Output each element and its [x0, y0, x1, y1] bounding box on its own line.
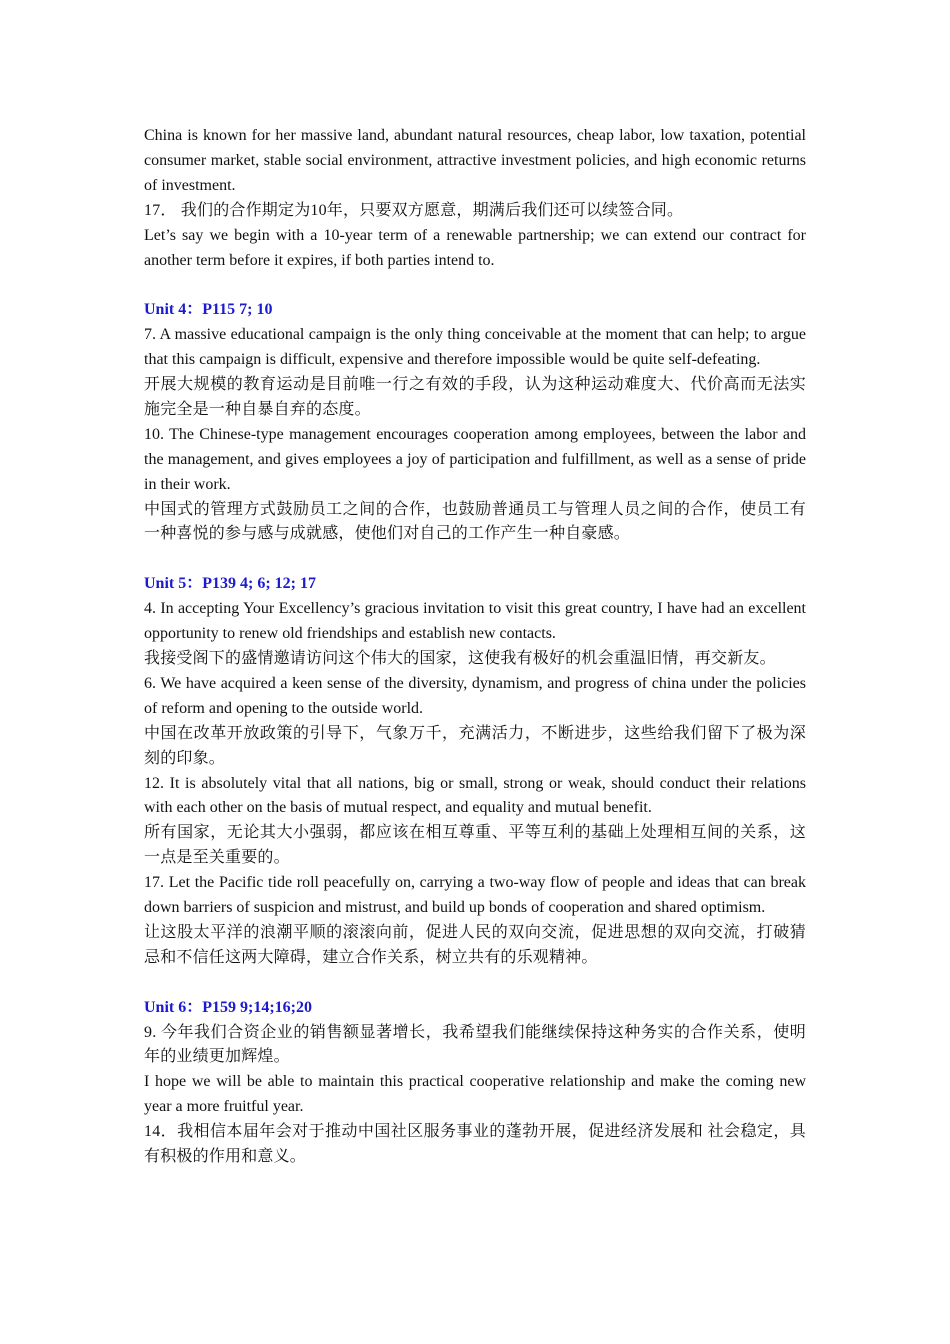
document-page — [144, 124, 806, 1170]
paragraph-u5-17-en: 17. Let the Pacific tide roll peacefully on, carrying a two-way flow of people and ideas that can break down barriers of suspicion and mistrust, and build up bonds of cooperation and shared optimism. — [144, 874, 806, 917]
paragraph-u4-7-en: 7. A massive educational campaign is the only thing conceivable at the moment that can help; to argue that this campaign is difficult, expensive and therefore impossible would be quite self-defeating. — [144, 326, 806, 369]
paragraph-u5-12-en: 12. It is absolutely vital that all nations, big or small, strong or weak, should conduct their relations with each other on the basis of mutual respect, and equality and mutual benefit. — [144, 774, 806, 817]
paragraph-u6-9-en: I hope we will be able to maintain this practical cooperative relationship and make the coming new year a more fruitful year. — [144, 1073, 806, 1116]
paragraph-u5-12-zh: 所有国家，无论其大小强弱，都应该在相互尊重、平等互利的基础上处理相互间的关系，这一点是至关重要的。 — [144, 824, 806, 867]
paragraph-17-en: Let’s say we begin with a 10-year term of a renewable partnership; we can extend our contract for another term before it expires, if both parties intend to. — [144, 226, 806, 269]
spacer — [144, 547, 806, 572]
paragraph-u5-6-en: 6. We have acquired a keen sense of the diversity, dynamism, and progress of china under the policies of reform and opening to the outside world. — [144, 674, 806, 717]
paragraph-u5-6-zh: 中国在改革开放政策的引导下，气象万千，充满活力，不断进步，这些给我们留下了极为深刻的印象。 — [144, 724, 806, 767]
spacer — [144, 273, 806, 298]
paragraph-u5-17-zh: 让这股太平洋的浪潮平顺的滚滚向前，促进人民的双向交流，促进思想的双向交流，打破猜忌和不信任这两大障碍，建立合作关系，树立共有的乐观精神。 — [144, 923, 806, 966]
paragraph-u4-10-en: 10. The Chinese-type management encourages cooperation among employees, between the labor and the management, and gives employees a joy of participation and fulfillment, as well as a sense of pride in their work. — [144, 425, 806, 493]
paragraph-u6-9-zh: 9. 今年我们合资企业的销售额显著增长，我希望我们能继续保持这种务实的合作关系，使明年的业绩更加辉煌。 — [144, 1023, 806, 1066]
unit-6-heading: Unit 6：P159 9;14;16;20 — [144, 998, 312, 1016]
paragraph-u4-10-zh: 中国式的管理方式鼓励员工之间的合作，也鼓励普通员工与管理人员之间的合作，使员工有一种喜悦的参与感与成就感，使他们对自己的工作产生一种自豪感。 — [144, 500, 806, 543]
unit-4-heading: Unit 4：P115 7; 10 — [144, 301, 273, 319]
paragraph-17-zh: 17． 我们的合作期定为10年，只要双方愿意，期满后我们还可以续签合同。 — [144, 201, 684, 219]
paragraph-u6-14-zh: 14．我相信本届年会对于推动中国社区服务事业的蓬勃开展，促进经济发展和 社会稳定，具有积极的作用和意义。 — [144, 1123, 806, 1166]
paragraph-u5-4-zh: 我接受阁下的盛情邀请访问这个伟大的国家，这使我有极好的机会重温旧情，再交新友。 — [144, 650, 776, 667]
paragraph-u4-7-zh: 开展大规模的教育运动是目前唯一行之有效的手段，认为这种运动难度大、代价高而无法实施完全是一种自暴自弃的态度。 — [144, 376, 806, 418]
unit-5-heading: Unit 5：P139 4; 6; 12; 17 — [144, 575, 316, 593]
paragraph-u5-4-en: 4. In accepting Your Excellency’s gracious invitation to visit this great country, I have had an excellent opportunity to renew old friendships and establish new contacts. — [144, 600, 806, 643]
paragraph-china-intro: China is known for her massive land, abundant natural resources, cheap labor, low taxation, potential consumer market, stable social environment, attractive investment policies, and high economic returns of investment. — [144, 127, 806, 194]
spacer — [144, 971, 806, 996]
